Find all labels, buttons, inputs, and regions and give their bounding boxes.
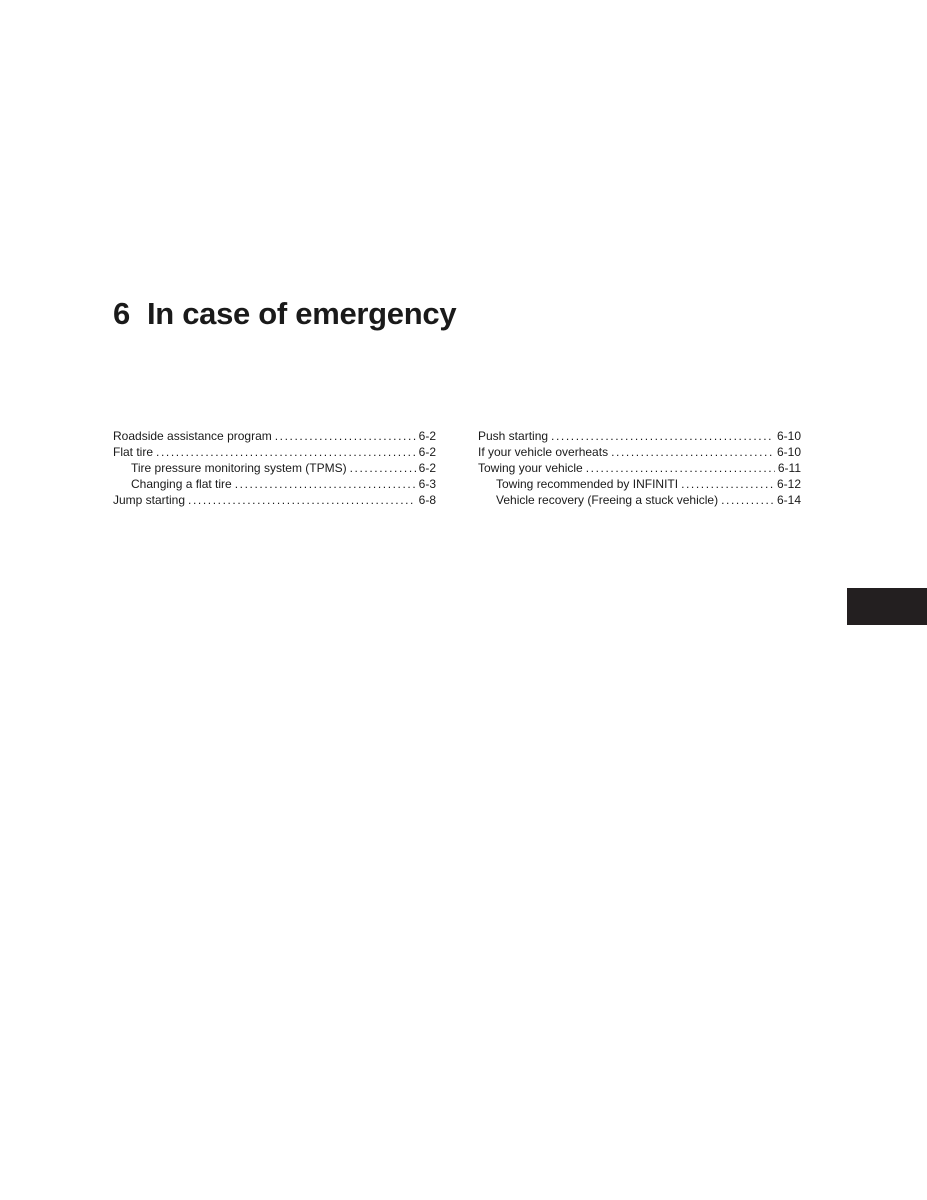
toc-entry-page: 6-14: [776, 493, 801, 507]
toc-entry-label: Vehicle recovery (Freeing a stuck vehicle): [496, 493, 719, 507]
toc-left-column: [113, 428, 436, 508]
toc-entry-page: 6-2: [418, 429, 436, 443]
toc-entry-label: Changing a flat tire: [131, 477, 232, 491]
toc-entry-label: Push starting: [478, 429, 549, 443]
toc-dot-leader: [235, 476, 416, 492]
toc-right-column: [478, 428, 801, 508]
toc-entry-page: 6-2: [418, 461, 436, 475]
toc-entry-tpms[interactable]: [113, 460, 436, 476]
toc-entry-vehicle-recovery[interactable]: [478, 492, 801, 508]
toc-dot-leader: [681, 476, 774, 492]
toc-entry-page: 6-11: [777, 461, 801, 475]
chapter-tab-marker: [847, 588, 927, 625]
chapter-title: In case of emergency: [146, 296, 457, 331]
toc-entry-label: Towing your vehicle: [478, 461, 583, 475]
toc-entry-roadside-assistance[interactable]: [113, 428, 436, 444]
toc-dot-leader: [721, 492, 774, 508]
toc-dot-leader: [156, 444, 416, 460]
toc-entry-page: 6-3: [418, 477, 436, 491]
toc-entry-flat-tire[interactable]: [113, 444, 436, 460]
toc-dot-leader: [350, 460, 416, 476]
toc-entry-changing-flat-tire[interactable]: [113, 476, 436, 492]
toc-entry-page: 6-10: [776, 445, 801, 459]
toc-dot-leader: [586, 460, 775, 476]
toc-entry-push-starting[interactable]: [478, 428, 801, 444]
toc-entry-page: 6-10: [776, 429, 801, 443]
toc-entry-label: Jump starting: [113, 493, 186, 507]
toc-entry-label: Towing recommended by INFINITI: [496, 477, 679, 491]
toc-entry-towing-recommended[interactable]: [478, 476, 801, 492]
toc-dot-leader: [275, 428, 416, 444]
toc-entry-towing-vehicle[interactable]: [478, 460, 801, 476]
toc-entry-label: Tire pressure monitoring system (TPMS): [131, 461, 347, 475]
chapter-heading: [113, 294, 456, 334]
toc-entry-page: 6-12: [776, 477, 801, 491]
toc-entry-label: Roadside assistance program: [113, 429, 272, 443]
toc-dot-leader: [611, 444, 774, 460]
toc-entry-label: Flat tire: [113, 445, 154, 459]
toc-dot-leader: [188, 492, 416, 508]
toc-dot-leader: [551, 428, 774, 444]
toc-entry-page: 6-2: [418, 445, 436, 459]
toc-entry-label: If your vehicle overheats: [478, 445, 609, 459]
toc-entry-jump-starting[interactable]: [113, 492, 436, 508]
chapter-number: 6: [113, 296, 130, 331]
toc-entry-page: 6-8: [418, 493, 436, 507]
toc-entry-vehicle-overheats[interactable]: [478, 444, 801, 460]
